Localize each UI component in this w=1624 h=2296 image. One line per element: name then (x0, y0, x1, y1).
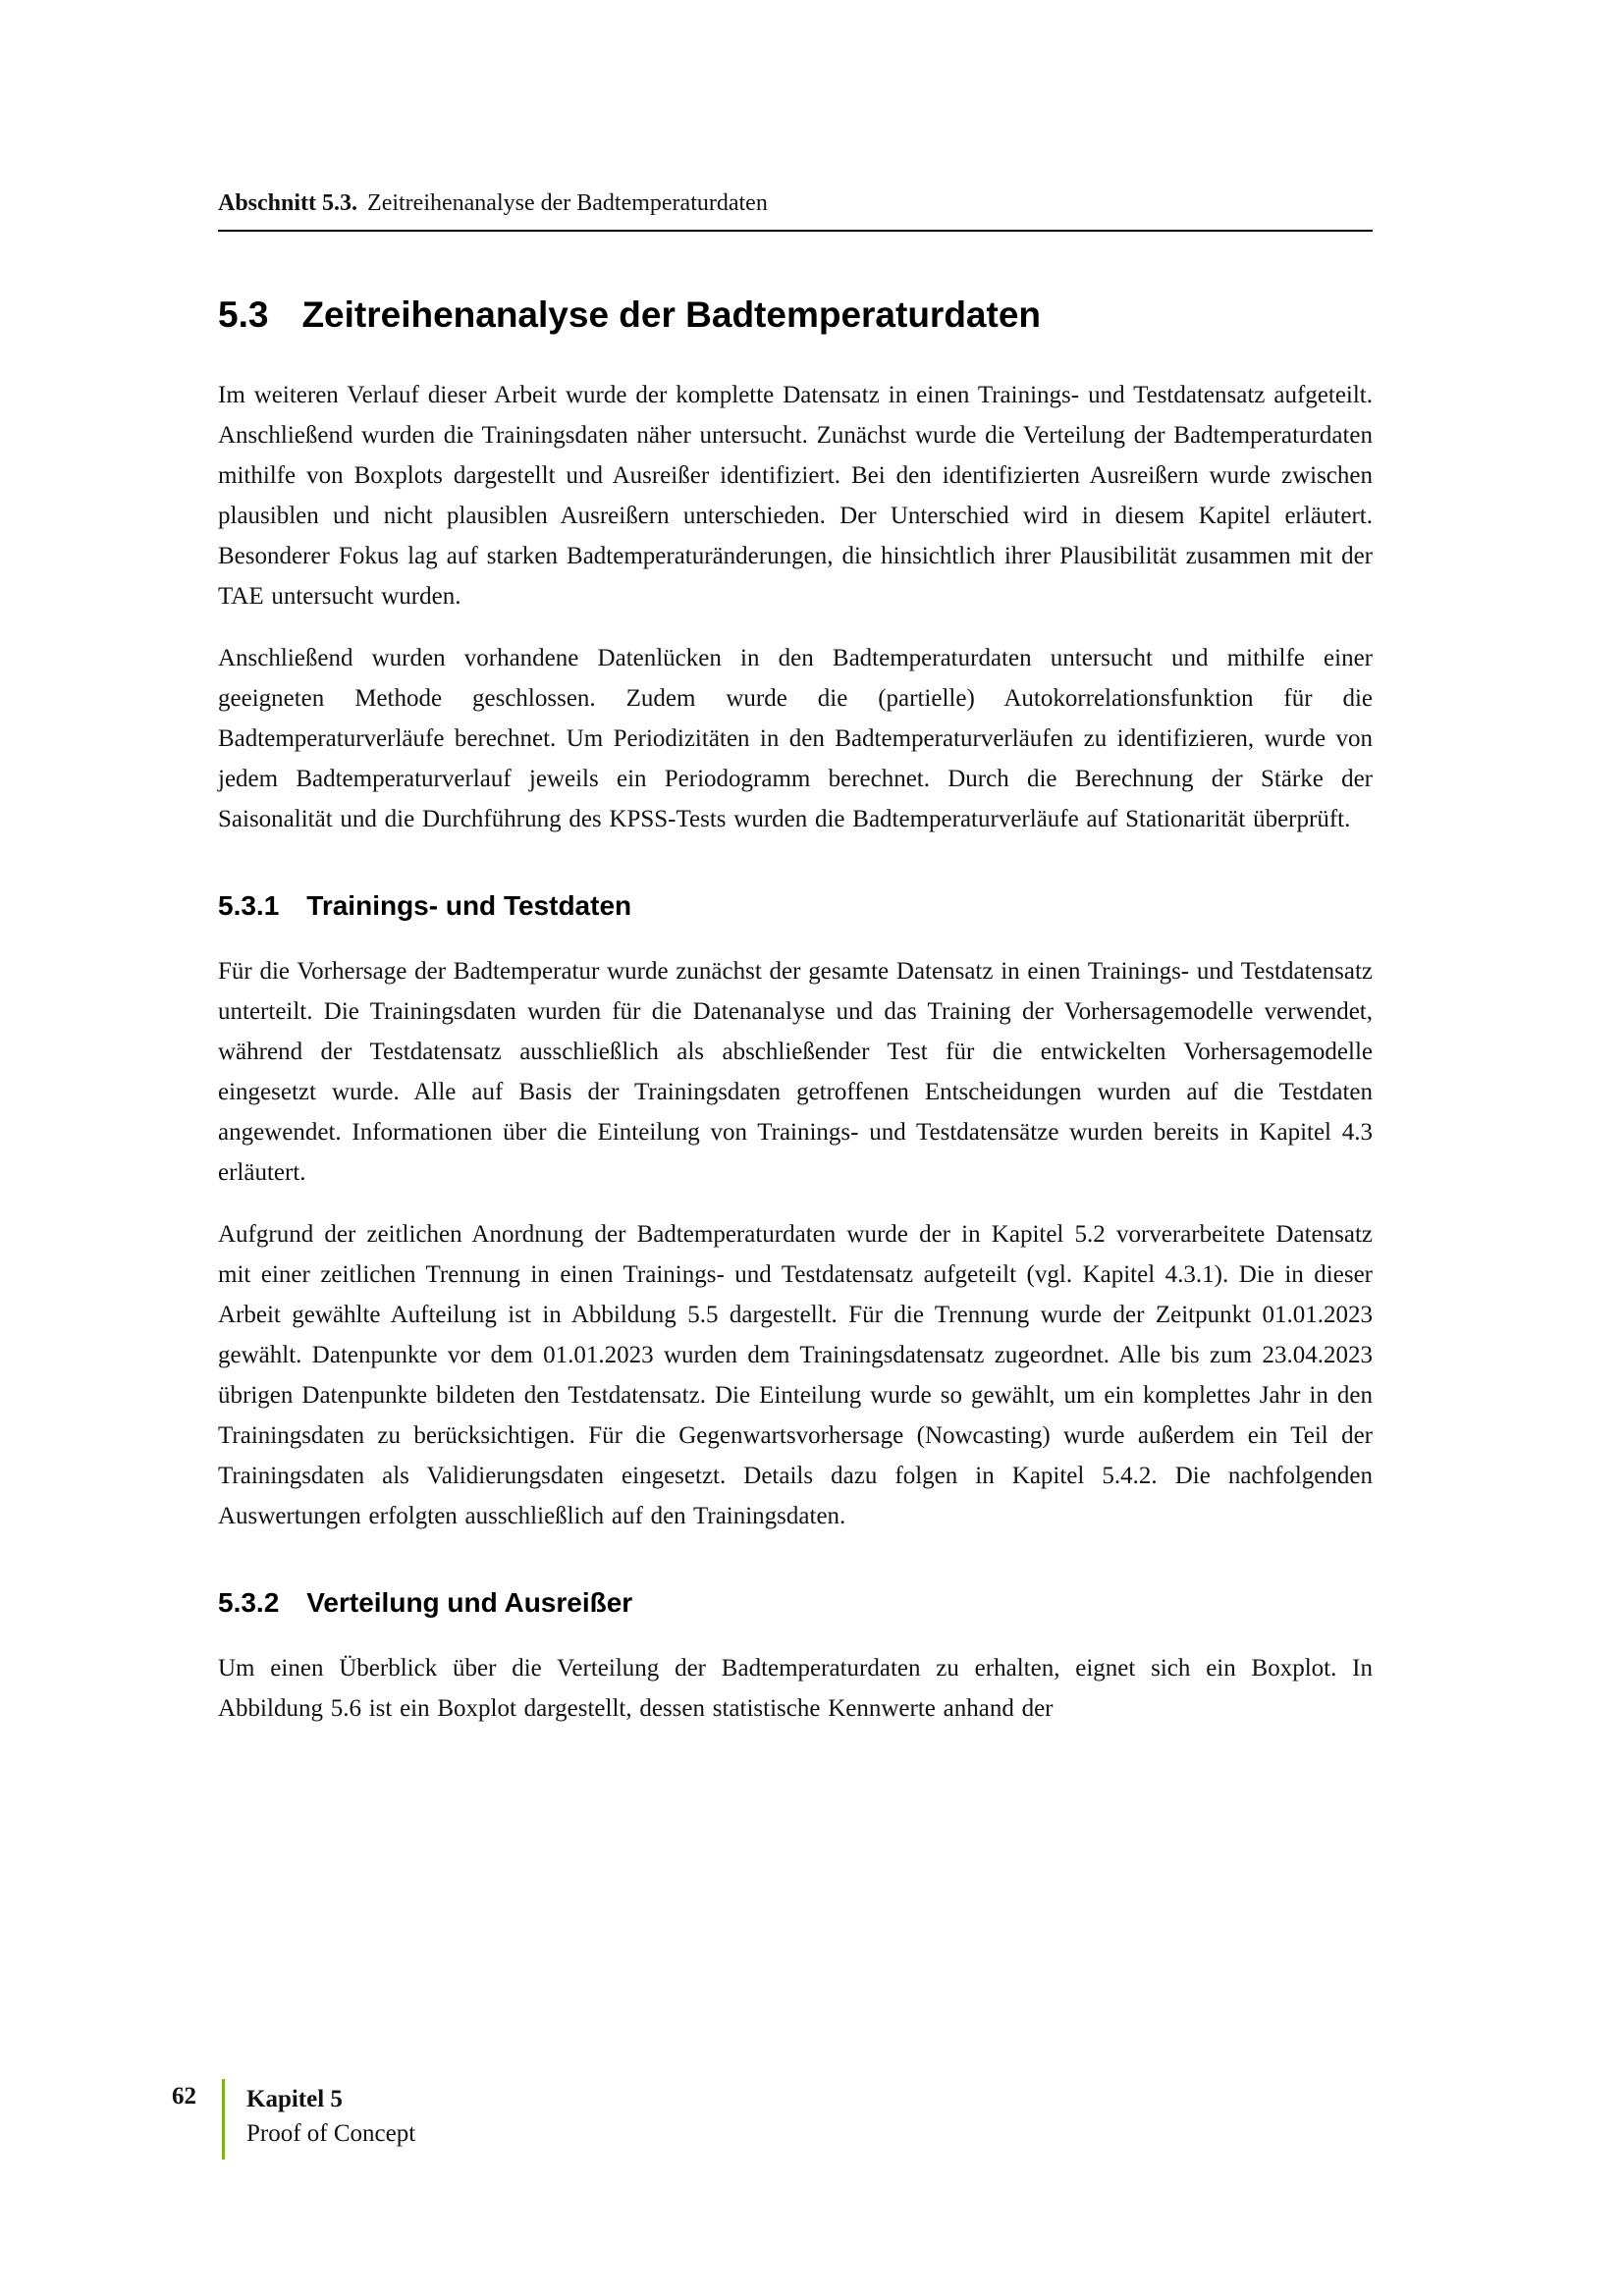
subsection-heading-532 (218, 1587, 1373, 1619)
running-header-section-title: Zeitreihenanalyse der Badtemperaturdaten (367, 190, 768, 216)
running-header-section-label: Abschnitt 5.3. (218, 190, 358, 216)
paragraph-531-1: Für die Vorhersage der Badtemperatur wurde zunächst der gesamte Datensatz in einen Trainings- und Testdatensatz unterteilt. Die Trainingsdaten wurden für die Datenanalyse und das Training der Vorhersagemodelle verwendet, während der Testdatensatz ausschließlich als abschließender Test für die entwickelten Vorhersagemodelle eingesetzt wurde. Alle auf Basis der Trainingsdaten getroffenen Entscheidungen wurden auf die Testdaten angewendet. Informationen über die Einteilung von Trainings- und Testdatensätze wurden bereits in Kapitel 4.3 erläutert. (218, 958, 1373, 1186)
running-header (218, 188, 1373, 232)
footer-chapter-subtitle: Proof of Concept (246, 2120, 416, 2147)
text-column (218, 188, 1373, 1729)
subsection-532-title: Verteilung und Ausreißer (306, 1587, 633, 1618)
section-title: Zeitreihenanalyse der Badtemperaturdaten (301, 294, 1042, 335)
section-number: 5.3 (218, 294, 269, 335)
paragraph-532-1: Um einen Überblick über die Verteilung der Badtemperaturdaten zu erhalten, eignet sich ein Boxplot. In Abbildung 5.6 ist ein Boxplot dargestellt, dessen statistische Kennwerte anhand der (218, 1655, 1373, 1722)
footer-chapter-label: Kapitel 5 (246, 2086, 343, 2112)
subsection-heading-531 (218, 890, 1373, 922)
subsection-531-number: 5.3.1 (218, 890, 280, 921)
paragraph-intro-1: Im weiteren Verlauf dieser Arbeit wurde der komplette Datensatz in einen Trainings- und Testdatensatz aufgeteilt. Anschließend wurden die Trainingsdaten näher untersucht. Zunächst wurde die Verteilung der Badtemperaturdaten mithilfe von Boxplots dargestellt und Ausreißer identifiziert. Bei den identifizierten Ausreißern wurde zwischen plausiblen und nicht plausiblen Ausreißern unterschieden. Der Unterschied wird in diesem Kapitel erläutert. Besonderer Fokus lag auf starken Badtemperaturänderungen, die hinsichtlich ihrer Plausibilität zusammen mit der TAE untersucht wurden. (218, 382, 1373, 610)
page-number: 62 (172, 2083, 196, 2109)
paragraph-531-2: Aufgrund der zeitlichen Anordnung der Badtemperaturdaten wurde der in Kapitel 5.2 vorverarbeitete Datensatz mit einer zeitlichen Trennung in einen Trainings- und Testdatensatz aufgeteilt (vgl. Kapitel 4.3.1). Die in dieser Arbeit gewählte Aufteilung ist in Abbildung 5.5 dargestellt. Für die Trennung wurde der Zeitpunkt 01.01.2023 gewählt. Datenpunkte vor dem 01.01.2023 wurden dem Trainingsdatensatz zugeordnet. Alle bis zum 23.04.2023 übrigen Datenpunkte bildeten den Testdatensatz. Die Einteilung wurde so gewählt, um ein komplettes Jahr in den Trainingsdaten zu berücksichtigen. Für die Gegenwartsvorhersage (Nowcasting) wurde außerdem ein Teil der Trainingsdaten als Validierungsdaten eingesetzt. Details dazu folgen in Kapitel 5.4.2. Die nachfolgenden Auswertungen erfolgten ausschließlich auf den Trainingsdaten. (218, 1221, 1373, 1529)
footer-chapter-block (246, 2079, 415, 2160)
section-heading (218, 294, 1373, 336)
footer-accent-divider (222, 2079, 225, 2160)
page-footer (149, 2079, 415, 2160)
subsection-532-number: 5.3.2 (218, 1587, 280, 1618)
subsection-531-title: Trainings- und Testdaten (306, 890, 632, 921)
paragraph-intro-2: Anschließend wurden vorhandene Datenlücken in den Badtemperaturdaten untersucht und mithilfe einer geeigneten Methode geschlossen. Zudem wurde die (partielle) Autokorrelationsfunktion für die Badtemperaturverläufe berechnet. Um Periodizitäten in den Badtemperaturverläufen zu identifizieren, wurde von jedem Badtemperaturverlauf jeweils ein Periodogramm berechnet. Durch die Berechnung der Stärke der Saisonalität und die Durchführung des KPSS-Tests wurden die Badtemperaturverläufe auf Stationarität überprüft. (218, 645, 1373, 832)
